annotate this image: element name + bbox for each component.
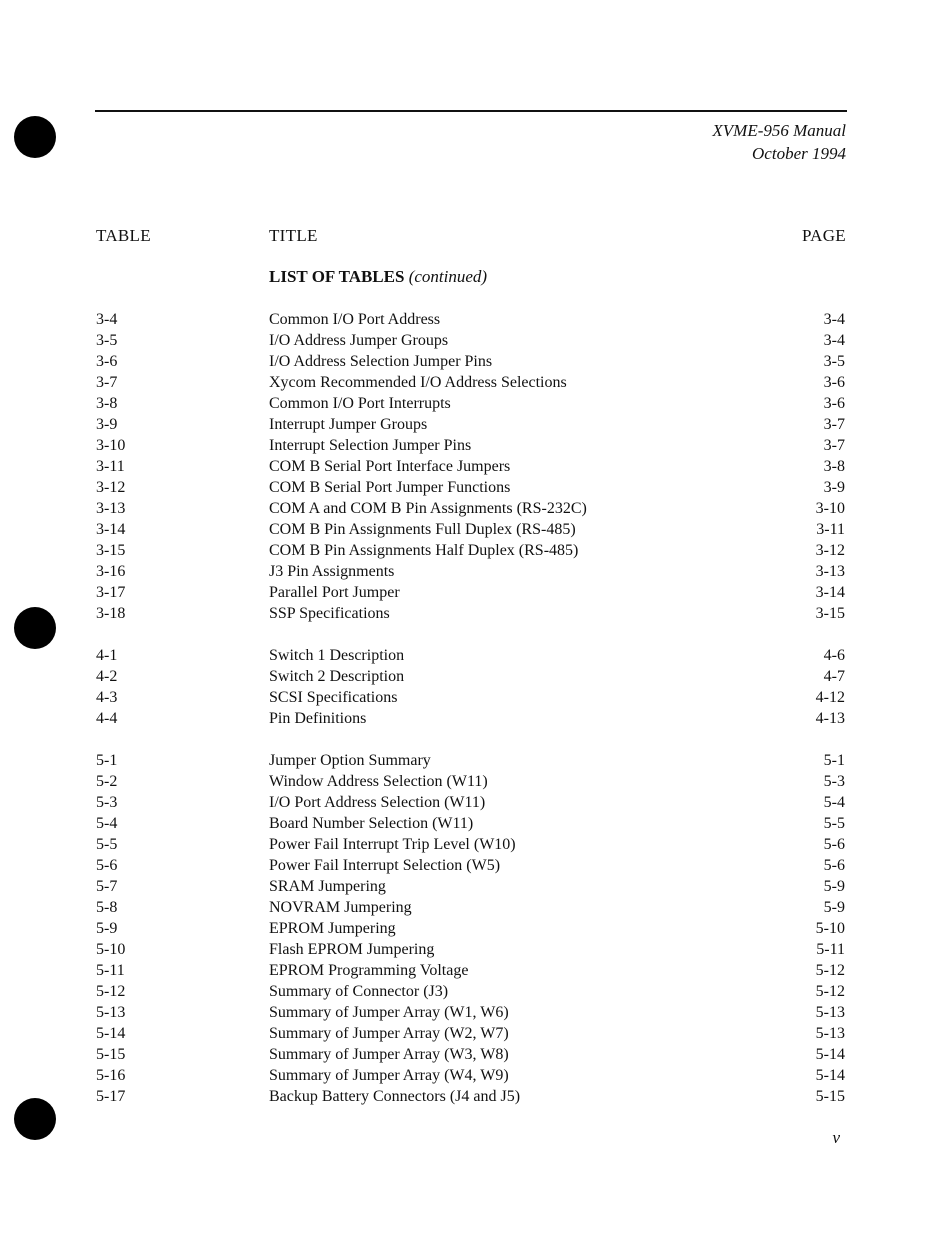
table-number: 3-11 [96,458,125,475]
page-ref: 5-12 [815,962,845,979]
column-header-page: PAGE [801,226,846,245]
list-item [0,710,950,731]
page-ref: 3-14 [815,584,845,601]
list-item [0,920,950,941]
table-title: SCSI Specifications [269,689,398,706]
table-title: Summary of Jumper Array (W2, W7) [269,1025,509,1042]
table-number: 5-7 [96,878,118,895]
page-ref: 3-6 [823,374,845,391]
table-number: 5-15 [96,1046,126,1063]
page-ref: 3-10 [815,500,845,517]
list-item [0,815,950,836]
punch-hole-top [14,116,56,158]
table-number: 3-6 [96,353,118,370]
table-number: 3-8 [96,395,118,412]
list-item [0,374,950,395]
list-item [0,668,950,689]
page-ref: 3-7 [823,437,845,454]
list-item [0,1067,950,1088]
table-title: J3 Pin Assignments [269,563,395,580]
page-ref: 3-8 [823,458,845,475]
page-ref: 3-4 [823,332,845,349]
table-title: Jumper Option Summary [269,752,431,769]
table-number: 4-2 [96,668,118,685]
table-title: Switch 2 Description [269,668,405,685]
page-ref: 5-1 [823,752,845,769]
table-title: NOVRAM Jumpering [269,899,412,916]
table-title: COM B Pin Assignments Full Duplex (RS-485) [269,521,576,538]
list-item [0,479,950,500]
header-date: October 1994 [752,144,846,163]
table-number: 5-8 [96,899,118,916]
table-group-chapter-5 [0,752,950,1109]
section-title-text: LIST OF TABLES [269,267,405,286]
table-number: 5-6 [96,857,118,874]
page-ref: 5-6 [823,836,845,853]
table-number: 3-7 [96,374,118,391]
table-title: Summary of Connector (J3) [269,983,449,1000]
list-item [0,521,950,542]
table-title: Backup Battery Connectors (J4 and J5) [269,1088,521,1105]
table-title: COM B Serial Port Jumper Functions [269,479,511,496]
table-title: EPROM Jumpering [269,920,396,937]
list-item [0,983,950,1004]
page-ref: 4-7 [823,668,845,685]
table-title: I/O Port Address Selection (W11) [269,794,486,811]
table-number: 5-5 [96,836,118,853]
list-item [0,794,950,815]
table-title: Power Fail Interrupt Selection (W5) [269,857,501,874]
table-title: Parallel Port Jumper [269,584,400,601]
table-title: Power Fail Interrupt Trip Level (W10) [269,836,516,853]
page-ref: 5-12 [815,983,845,1000]
list-item [0,1046,950,1067]
table-title: I/O Address Jumper Groups [269,332,449,349]
list-item [0,836,950,857]
page-ref: 5-10 [815,920,845,937]
table-number: 5-4 [96,815,118,832]
table-title: Summary of Jumper Array (W1, W6) [269,1004,509,1021]
table-number: 5-14 [96,1025,126,1042]
page-ref: 5-13 [815,1025,845,1042]
table-number: 3-4 [96,311,118,328]
table-number: 5-1 [96,752,118,769]
page-ref: 3-15 [815,605,845,622]
page-ref: 3-13 [815,563,845,580]
list-item [0,605,950,626]
page-ref: 4-13 [815,710,845,727]
table-number: 3-5 [96,332,118,349]
page-number: v [832,1128,840,1147]
table-title: EPROM Programming Voltage [269,962,469,979]
table-title: COM A and COM B Pin Assignments (RS-232C) [269,500,587,517]
header-rule [95,110,847,112]
list-item [0,416,950,437]
list-item [0,332,950,353]
list-item [0,773,950,794]
table-number: 5-13 [96,1004,126,1021]
table-number: 3-12 [96,479,126,496]
page-ref: 3-6 [823,395,845,412]
page-ref: 5-3 [823,773,845,790]
page-ref: 3-7 [823,416,845,433]
page-ref: 5-14 [815,1046,845,1063]
page-ref: 5-11 [816,941,845,958]
table-number: 5-11 [96,962,125,979]
list-item [0,1088,950,1109]
column-header-table: TABLE [96,226,151,245]
table-title: Switch 1 Description [269,647,405,664]
table-number: 4-3 [96,689,118,706]
list-item [0,689,950,710]
list-item [0,1004,950,1025]
page-ref: 5-9 [823,899,845,916]
table-number: 5-9 [96,920,118,937]
page-ref: 5-9 [823,878,845,895]
list-item [0,584,950,605]
table-title: Summary of Jumper Array (W3, W8) [269,1046,509,1063]
section-title-suffix: (continued) [408,267,488,286]
table-title: Pin Definitions [269,710,367,727]
page-ref: 5-13 [815,1004,845,1021]
list-item [0,941,950,962]
list-item [0,899,950,920]
table-number: 5-10 [96,941,126,958]
table-number: 5-3 [96,794,118,811]
list-item [0,752,950,773]
list-item [0,563,950,584]
table-number: 3-13 [96,500,126,517]
table-title: Interrupt Jumper Groups [269,416,428,433]
page-ref: 3-4 [823,311,845,328]
table-title: I/O Address Selection Jumper Pins [269,353,493,370]
list-item [0,437,950,458]
list-item [0,542,950,563]
page-ref: 4-6 [823,647,845,664]
table-number: 3-18 [96,605,126,622]
table-title: Board Number Selection (W11) [269,815,474,832]
page-ref: 4-12 [815,689,845,706]
table-group-chapter-4 [0,647,950,731]
list-item [0,395,950,416]
table-number: 3-10 [96,437,126,454]
section-title [269,267,487,287]
table-number: 5-16 [96,1067,126,1084]
table-number: 5-2 [96,773,118,790]
list-item [0,857,950,878]
table-number: 5-17 [96,1088,126,1105]
table-title: SRAM Jumpering [269,878,386,895]
table-title: COM B Pin Assignments Half Duplex (RS-485) [269,542,579,559]
table-title: Common I/O Port Interrupts [269,395,451,412]
table-number: 3-17 [96,584,126,601]
table-number: 4-1 [96,647,118,664]
table-number: 3-9 [96,416,118,433]
list-item [0,1025,950,1046]
page-ref: 5-5 [823,815,845,832]
list-item [0,500,950,521]
page-ref: 3-5 [823,353,845,370]
table-number: 5-12 [96,983,126,1000]
table-title: Summary of Jumper Array (W4, W9) [269,1067,509,1084]
table-title: Interrupt Selection Jumper Pins [269,437,472,454]
page-ref: 5-4 [823,794,845,811]
page-ref: 5-15 [815,1088,845,1105]
list-item [0,311,950,332]
table-title: Common I/O Port Address [269,311,441,328]
table-title: Xycom Recommended I/O Address Selections [269,374,567,391]
page-ref: 3-11 [816,521,845,538]
list-item [0,458,950,479]
table-number: 3-14 [96,521,126,538]
list-item [0,647,950,668]
table-number: 4-4 [96,710,118,727]
table-title: Flash EPROM Jumpering [269,941,435,958]
table-title: SSP Specifications [269,605,390,622]
page-ref: 5-14 [815,1067,845,1084]
column-header-title: TITLE [269,226,318,245]
table-number: 3-16 [96,563,126,580]
page-ref: 3-12 [815,542,845,559]
table-group-chapter-3 [0,311,950,626]
table-title: Window Address Selection (W11) [269,773,488,790]
header-manual-name: XVME-956 Manual [712,121,846,140]
list-item [0,878,950,899]
list-item [0,962,950,983]
page-ref: 3-9 [823,479,845,496]
table-number: 3-15 [96,542,126,559]
list-item [0,353,950,374]
table-title: COM B Serial Port Interface Jumpers [269,458,511,475]
page-ref: 5-6 [823,857,845,874]
